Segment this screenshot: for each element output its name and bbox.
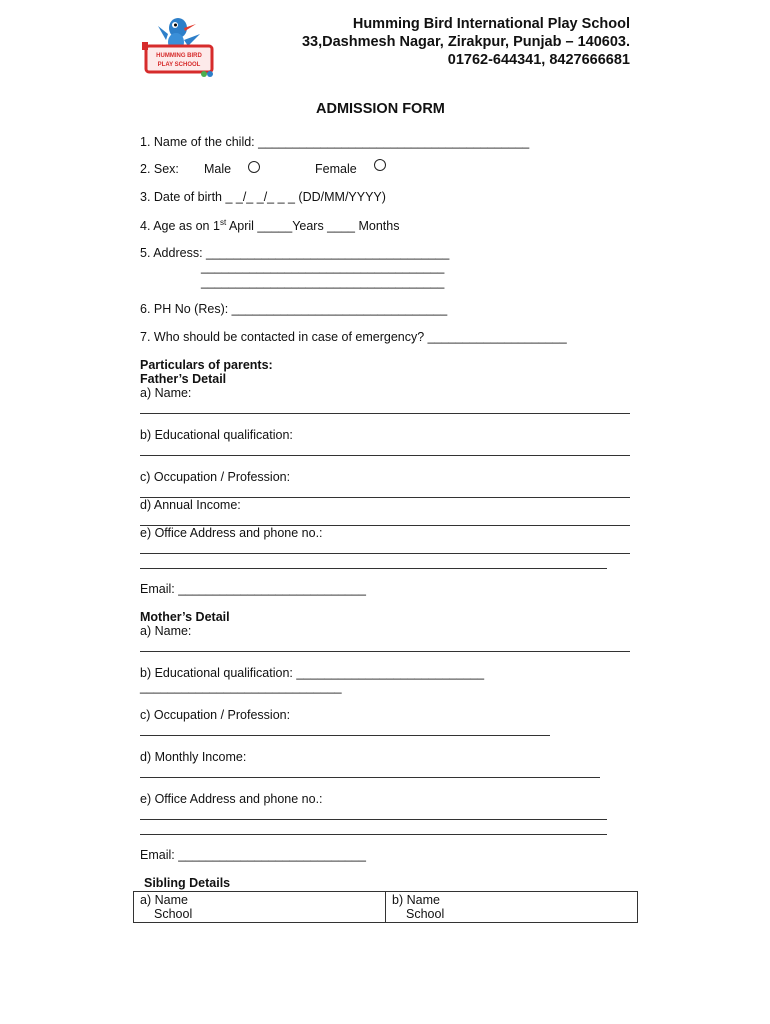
mother-occupation-label: c) Occupation / Profession:: [140, 708, 291, 722]
father-detail-title: Father’s Detail: [140, 372, 227, 386]
sex-male-label: Male: [204, 162, 232, 176]
logo-text-bottom: PLAY SCHOOL: [157, 62, 201, 68]
sex-female-label: Female: [315, 162, 357, 176]
age-text-end: April _____Years ____ Months: [226, 219, 400, 234]
school-name: Humming Bird International Play School: [352, 16, 630, 32]
sibling-details-table: [133, 891, 638, 923]
address-line-3[interactable]: ___________________________________: [201, 275, 445, 289]
father-office-line-2[interactable]: [140, 568, 607, 569]
sibling-details-title: Sibling Details: [144, 876, 231, 890]
father-occupation-label: c) Occupation / Profession:: [140, 470, 291, 484]
father-office-line-1[interactable]: [140, 553, 630, 554]
father-email[interactable]: Email: ___________________________: [140, 582, 366, 596]
sibling-b-cell[interactable]: [386, 892, 638, 923]
mother-detail-title: Mother’s Detail: [140, 610, 230, 624]
mother-name-label: a) Name:: [140, 624, 192, 638]
sex-male-radio[interactable]: [248, 161, 260, 173]
sibling-b-school-label: School: [406, 907, 445, 921]
school-phones: 01762-644341, 8427666681: [447, 52, 630, 68]
mother-office-label: e) Office Address and phone no.:: [140, 792, 323, 806]
mother-occupation-line[interactable]: [140, 735, 550, 736]
question-emergency-contact[interactable]: 7. Who should be contacted in case of emergency? ____________________: [140, 330, 567, 344]
sibling-a-cell[interactable]: [134, 892, 386, 923]
mother-income-label: d) Monthly Income:: [140, 750, 247, 764]
sibling-a-school-label: School: [154, 907, 193, 921]
mother-office-line-2[interactable]: [140, 834, 607, 835]
mother-email[interactable]: Email: ___________________________: [140, 848, 366, 862]
father-office-label: e) Office Address and phone no.:: [140, 526, 323, 540]
question-address[interactable]: 5. Address: ___________________________________: [140, 246, 450, 260]
father-education-line[interactable]: [140, 455, 630, 456]
mother-office-line-1[interactable]: [140, 819, 607, 820]
age-superscript: st: [219, 218, 227, 227]
question-child-name[interactable]: 1. Name of the child: _______________________________________: [140, 135, 530, 149]
question-age[interactable]: [140, 218, 399, 233]
school-logo: [138, 12, 218, 82]
sex-female-radio[interactable]: [374, 159, 386, 171]
address-line-2[interactable]: ___________________________________: [201, 260, 445, 274]
age-text-start: 4. Age as on 1: [140, 219, 220, 234]
mother-education-label[interactable]: b) Educational qualification: ___________________________: [140, 666, 485, 680]
sibling-b-name-label: b) Name: [392, 893, 440, 907]
mother-name-line[interactable]: [140, 651, 630, 652]
school-address: 33,Dashmesh Nagar, Zirakpur, Punjab – 140603.: [301, 34, 630, 50]
table-row: [134, 892, 638, 923]
form-title: ADMISSION FORM: [316, 101, 445, 117]
mother-education-line-2[interactable]: _____________________________: [140, 680, 342, 694]
father-income-label: d) Annual Income:: [140, 498, 241, 512]
father-name-label: a) Name:: [140, 386, 192, 400]
logo-text-top: HUMMING BIRD: [156, 53, 202, 59]
parents-section-title: Particulars of parents:: [140, 358, 273, 372]
sibling-a-name-label: a) Name: [140, 893, 188, 907]
father-education-label: b) Educational qualification:: [140, 428, 293, 442]
question-dob[interactable]: 3. Date of birth _ _/_ _/_ _ _ (DD/MM/YYYY): [140, 190, 386, 204]
father-name-line[interactable]: [140, 413, 630, 414]
mother-income-line[interactable]: [140, 777, 600, 778]
question-sex-label: 2. Sex:: [140, 162, 179, 176]
question-phone[interactable]: 6. PH No (Res): _______________________________: [140, 302, 448, 316]
